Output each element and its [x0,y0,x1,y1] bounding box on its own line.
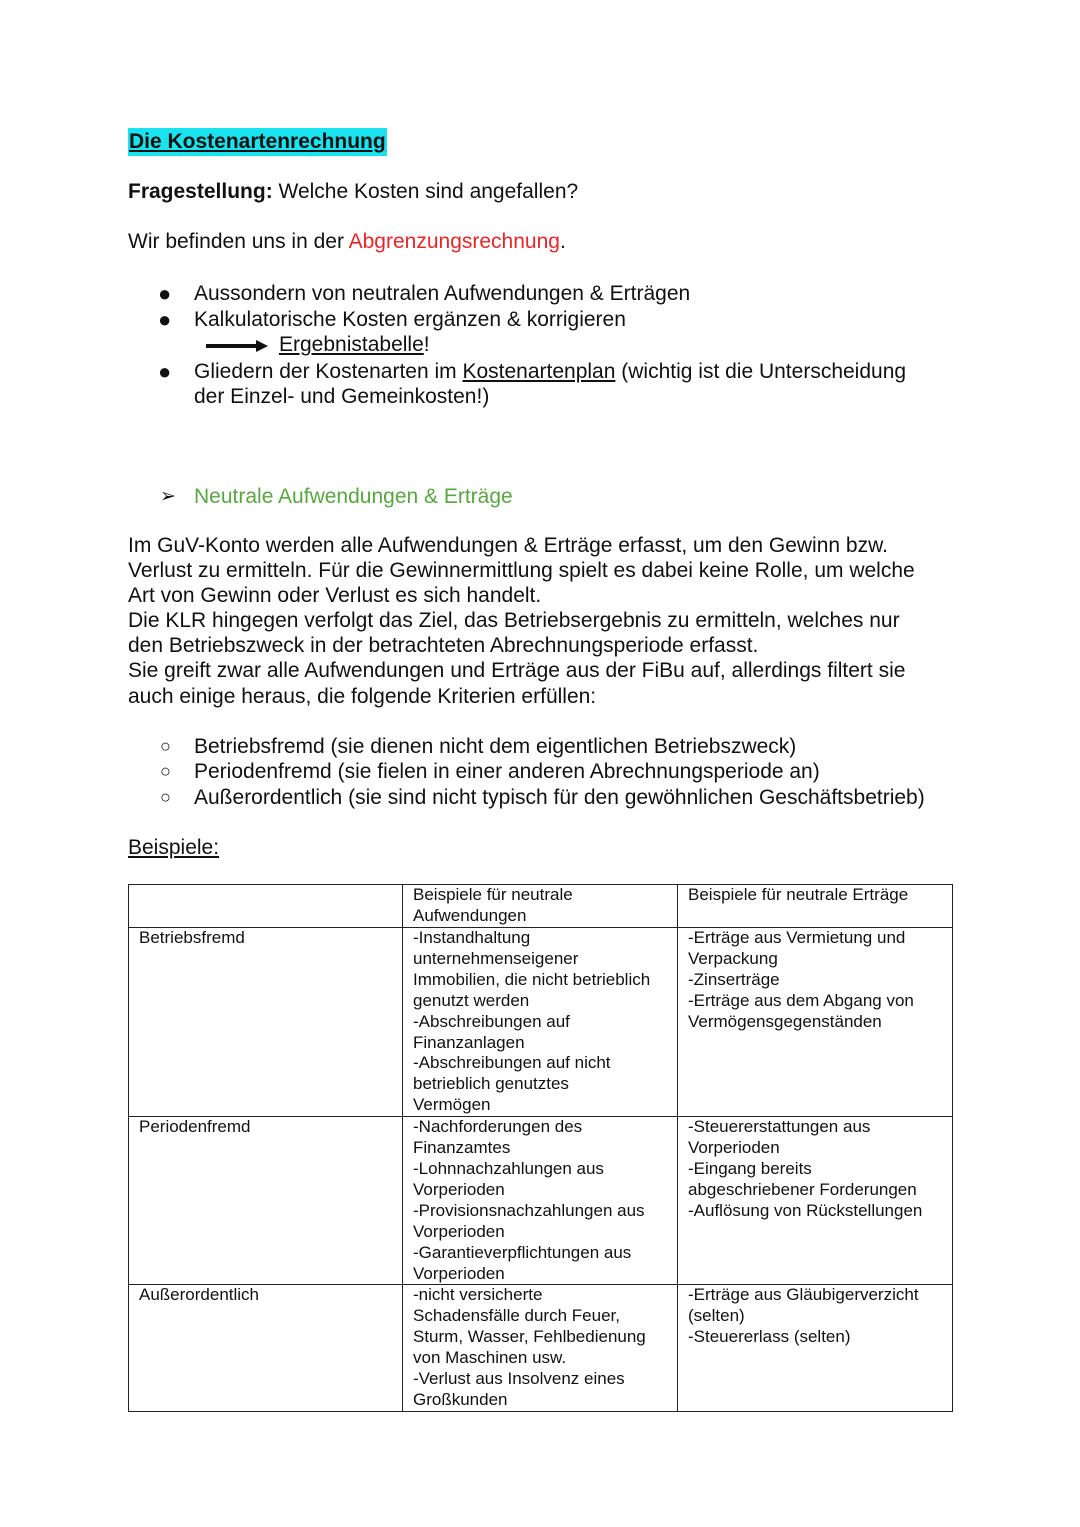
table-cell-line: -Abschreibungen auf [413,1011,570,1031]
question-line [128,179,578,204]
bullet-dot-icon: ● [158,307,172,332]
table-cell-line: (selten) [688,1306,745,1326]
section-heading: Neutrale Aufwendungen & Erträge [194,485,513,508]
bullet-item-3-suffix: (wichtig ist die Unterscheidung [615,360,907,383]
paragraph-line: auch einige heraus, die folgende Kriterien erfüllen: [128,684,597,708]
bullet-dot-icon: ● [158,281,172,306]
table-cell-line: Beispiele für neutrale [413,885,573,904]
bullet-item-1: Aussondern von neutralen Aufwendungen & Erträgen [194,282,691,305]
paragraph-line: Verlust zu ermitteln. Für die Gewinnermittlung spielt es dabei keine Rolle, um welche [128,559,915,583]
table-cell-line: -Instandhaltung [413,928,531,947]
table-cell-line: -Nachforderungen des [413,1117,583,1137]
table-cell-line: Verpackung [688,948,778,968]
table-cell-line: Vorperioden [688,1138,780,1158]
explanation-paragraph [128,533,958,709]
expenses-cell [403,1117,678,1285]
table-header-cell [129,885,403,928]
bullet-dot-icon: ● [158,359,172,384]
question-label: Fragestellung: [128,180,273,203]
examples-label: Beispiele: [128,836,220,859]
table-cell-line: Vermögen [413,1095,491,1115]
table-row [129,1117,953,1285]
examples-table [128,884,953,1412]
arrow-icon [206,344,258,348]
table-cell-line: -Zinserträge [688,969,780,989]
table-cell-line: -Garantieverpflichtungen aus [413,1242,632,1262]
circle-bullet-icon: ○ [160,761,171,781]
income-cell [678,1117,953,1285]
bullet-item-3-prefix: Gliedern der Kostenarten im [194,360,463,383]
circle-bullet-icon: ○ [160,736,171,756]
table-cell-line: Vorperioden [413,1221,505,1241]
table-cell-line: Aufwendungen [413,905,527,925]
location-line [128,229,566,254]
page-title: Die Kostenartenrechnung [128,128,387,156]
location-suffix: . [559,230,566,253]
table-row [129,1285,953,1411]
table-cell-line: Beispiele für neutrale Erträge [688,885,909,904]
location-highlight: Abgrenzungsrechnung [348,230,560,253]
table-cell-line: Vermögensgegenständen [688,1011,882,1031]
arrow-result [279,332,430,357]
criteria-item: Periodenfremd (sie fielen in einer anderen Abrechnungsperiode an) [194,760,820,783]
table-header-row [129,885,953,928]
expenses-cell [403,928,678,1117]
expenses-cell [403,1285,678,1411]
table-header-cell [403,885,678,928]
row-label: Außerordentlich [129,1285,403,1411]
table-cell-line: -Auflösung von Rückstellungen [688,1200,923,1220]
table-cell-line: Großkunden [413,1389,508,1409]
arrowhead-bullet-icon: ➢ [160,486,176,507]
table-row [129,928,953,1117]
bullet-item-3-line2: der Einzel- und Gemeinkosten!) [194,385,490,408]
paragraph-line: Die KLR hingegen verfolgt das Ziel, das Betriebsergebnis zu ermitteln, welches nur [128,609,900,633]
table-header-cell [678,885,953,928]
table-cell-line: genutzt werden [413,990,530,1010]
table-cell-line: -Abschreibungen auf nicht [413,1053,611,1073]
bullet-item-3 [194,359,906,384]
table-cell-line: Sturm, Wasser, Fehlbedienung [413,1327,646,1347]
circle-bullet-icon: ○ [160,787,171,807]
table-cell-line: Finanzanlagen [413,1032,525,1052]
paragraph-line: Art von Gewinn oder Verlust es sich handelt. [128,584,542,608]
table-cell-line: Vorperioden [413,1263,505,1283]
table-cell-line: -Lohnnachzahlungen aus [413,1158,604,1178]
question-text: Welche Kosten sind angefallen? [272,180,579,203]
arrow-head-icon [256,340,268,352]
table-cell-line: Vorperioden [413,1179,505,1199]
table-cell-line: -nicht versicherte [413,1285,543,1305]
table-cell-line: -Erträge aus Gläubigerverzicht [688,1285,919,1305]
table-cell-line: abgeschriebener Forderungen [688,1179,917,1199]
table-cell-line: -Verlust aus Insolvenz eines [413,1369,625,1389]
arrow-suffix: ! [423,333,430,356]
table-cell-line: Schadensfälle durch Feuer, [413,1306,620,1326]
location-prefix: Wir befinden uns in der [128,230,349,253]
income-cell [678,928,953,1117]
paragraph-line: den Betriebszweck in der betrachteten Abrechnungsperiode erfasst. [128,634,759,658]
bullet-item-3-link: Kostenartenplan [462,360,616,383]
table-cell-line: -Erträge aus dem Abgang von [688,990,914,1010]
paragraph-line: Sie greift zwar alle Aufwendungen und Erträge aus der FiBu auf, allerdings filtert sie [128,659,906,683]
table-cell-line: Immobilien, die nicht betrieblich [413,969,651,989]
bullet-item-2: Kalkulatorische Kosten ergänzen & korrigieren [194,308,626,331]
income-cell [678,1285,953,1411]
row-label: Betriebsfremd [129,928,403,1117]
table-cell-line: -Steuererlass (selten) [688,1327,851,1347]
table-cell-line: von Maschinen usw. [413,1348,567,1368]
criteria-item: Betriebsfremd (sie dienen nicht dem eigentlichen Betriebszweck) [194,735,797,758]
criteria-item: Außerordentlich (sie sind nicht typisch für den gewöhnlichen Geschäftsbetrieb) [194,786,925,809]
table-cell-line: -Erträge aus Vermietung und [688,928,906,947]
table-cell-line: Finanzamtes [413,1138,511,1158]
table-cell-line: -Steuererstattungen aus [688,1117,871,1137]
table-cell-line: unternehmenseigener [413,948,579,968]
paragraph-line: Im GuV-Konto werden alle Aufwendungen & Erträge erfasst, um den Gewinn bzw. [128,534,888,557]
arrow-target: Ergebnistabelle [279,333,424,356]
row-label: Periodenfremd [129,1117,403,1285]
table-cell-line: -Provisionsnachzahlungen aus [413,1200,645,1220]
table-cell-line: -Eingang bereits [688,1158,812,1178]
table-cell-line: betrieblich genutztes [413,1074,569,1094]
